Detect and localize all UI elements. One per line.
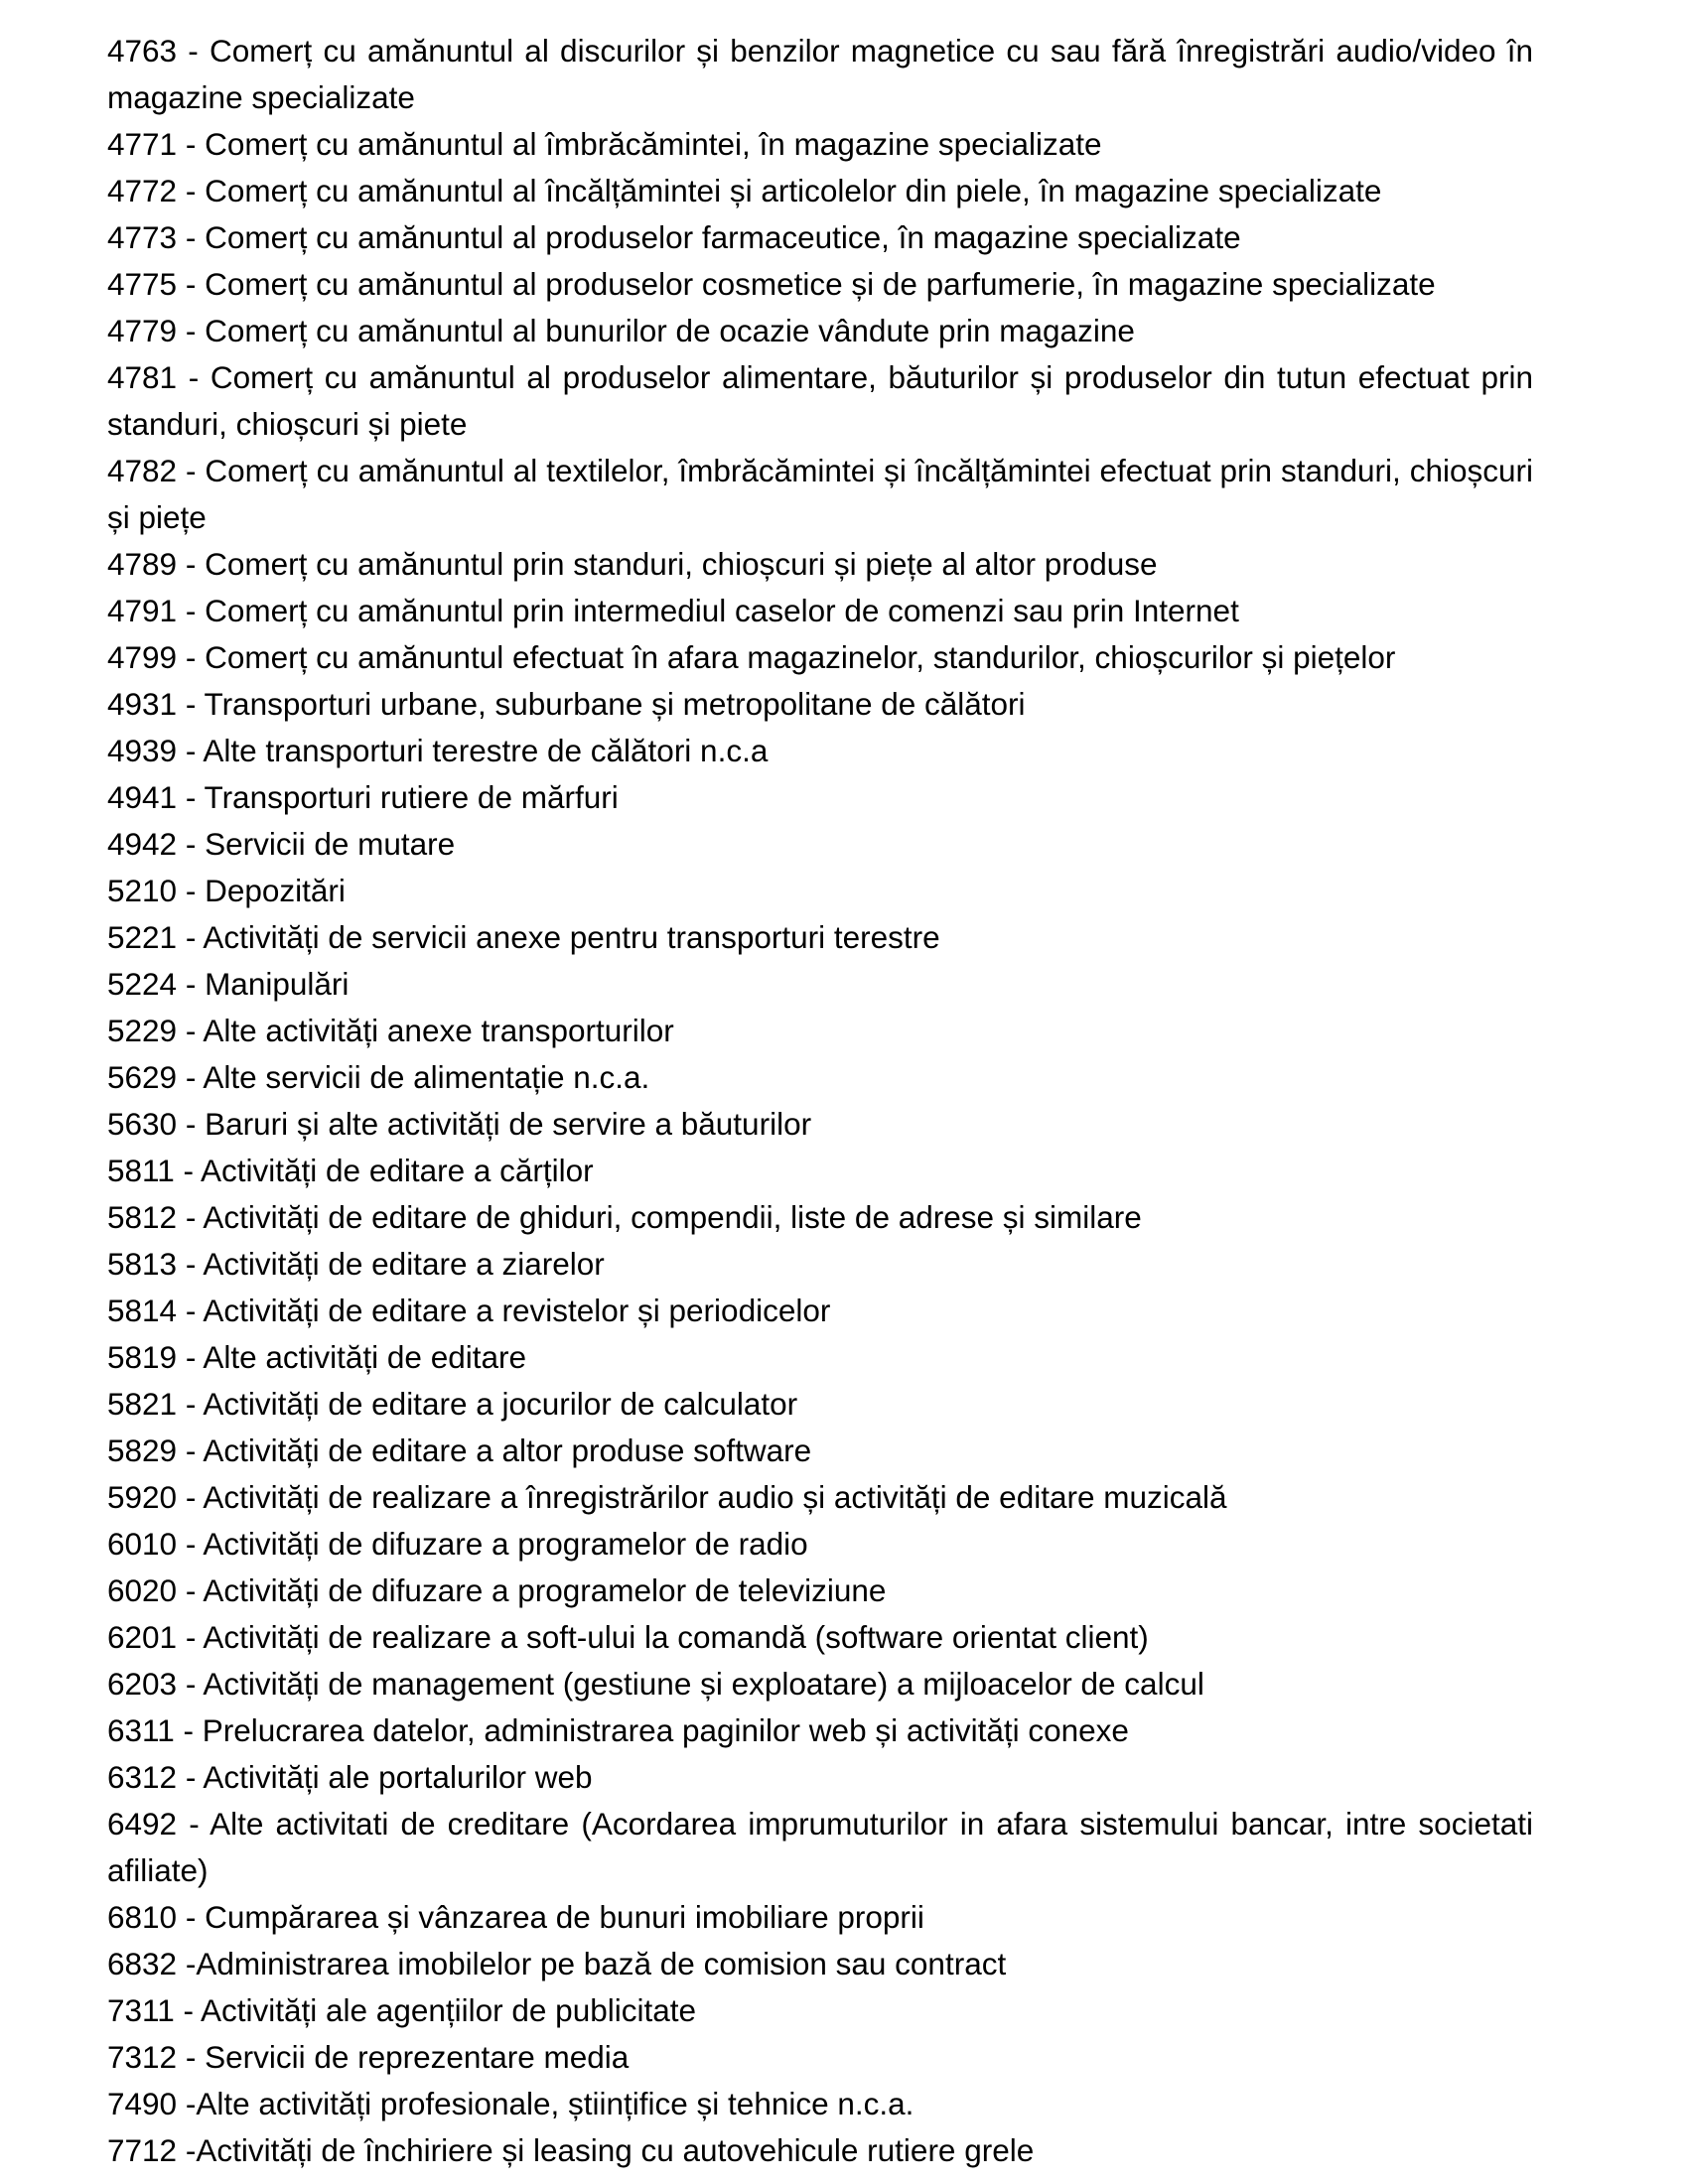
caen-code-list	[107, 28, 1533, 2174]
list-item: 4939 - Alte transporturi terestre de călători n.c.a	[107, 733, 769, 768]
list-item: 6020 - Activități de difuzare a programelor de televiziune	[107, 1572, 887, 1608]
list-item: 6492 - Alte activitati de creditare (Acordarea imprumuturilor in afara sistemului bancar, intre societati afiliate)	[107, 1806, 1533, 1888]
list-item: 5221 - Activități de servicii anexe pentru transporturi terestre	[107, 919, 940, 955]
list-item: 5224 - Manipulări	[107, 966, 350, 1002]
list-item: 5821 - Activități de editare a jocurilor de calculator	[107, 1386, 798, 1422]
list-item: 7312 - Servicii de reprezentare media	[107, 2039, 630, 2075]
list-item: 5630 - Baruri și alte activități de servire a băuturilor	[107, 1106, 812, 1142]
list-item: 4773 - Comerț cu amănuntul al produselor farmaceutice, în magazine specializate	[107, 219, 1241, 255]
list-item: 5819 - Alte activități de editare	[107, 1339, 527, 1375]
list-item: 6203 - Activități de management (gestiune și exploatare) a mijloacelor de calcul	[107, 1666, 1204, 1702]
list-item: 4942 - Servicii de mutare	[107, 826, 456, 862]
list-item: 4772 - Comerț cu amănuntul al încălțămintei și articolelor din piele, în magazine specializate	[107, 173, 1382, 208]
list-item: 5229 - Alte activități anexe transporturilor	[107, 1013, 674, 1048]
list-item: 4779 - Comerț cu amănuntul al bunurilor de ocazie vândute prin magazine	[107, 313, 1135, 348]
list-item: 5813 - Activități de editare a ziarelor	[107, 1246, 605, 1282]
list-item: 4775 - Comerț cu amănuntul al produselor cosmetice și de parfumerie, în magazine specializate	[107, 266, 1436, 302]
list-item: 4789 - Comerț cu amănuntul prin standuri, chioșcuri și piețe al altor produse	[107, 546, 1158, 582]
list-item: 6010 - Activități de difuzare a programelor de radio	[107, 1526, 808, 1562]
list-item: 6312 - Activități ale portalurilor web	[107, 1759, 593, 1795]
list-item: 5829 - Activități de editare a altor produse software	[107, 1433, 812, 1468]
list-item: 6311 - Prelucrarea datelor, administrarea paginilor web și activități conexe	[107, 1712, 1129, 1748]
list-item: 5811 - Activități de editare a cărților	[107, 1153, 594, 1188]
list-item: 7311 - Activități ale agențiilor de publicitate	[107, 1992, 697, 2028]
list-item: 5812 - Activități de editare de ghiduri, compendii, liste de adrese și similare	[107, 1199, 1142, 1235]
list-item: 5210 - Depozitări	[107, 873, 346, 908]
list-item: 5920 - Activități de realizare a înregistrărilor audio și activități de editare muzicală	[107, 1479, 1227, 1515]
list-item: 4771 - Comerț cu amănuntul al îmbrăcămintei, în magazine specializate	[107, 126, 1102, 162]
list-item: 7712 -Activități de închiriere și leasing cu autovehicule rutiere grele	[107, 2132, 1035, 2168]
list-item: 6201 - Activități de realizare a soft-ului la comandă (software orientat client)	[107, 1619, 1149, 1655]
list-item: 4931 - Transporturi urbane, suburbane și metropolitane de călători	[107, 686, 1026, 722]
list-item: 4941 - Transporturi rutiere de mărfuri	[107, 779, 619, 815]
list-item: 4763 - Comerț cu amănuntul al discurilor și benzilor magnetice cu sau fără înregistrări audio/video în magazine specializate	[107, 33, 1533, 115]
list-item: 4791 - Comerț cu amănuntul prin intermediul caselor de comenzi sau prin Internet	[107, 593, 1239, 628]
list-item: 5814 - Activități de editare a revistelor și periodicelor	[107, 1293, 831, 1328]
list-item: 6832 -Administrarea imobilelor pe bază de comision sau contract	[107, 1946, 1007, 1981]
list-item: 6810 - Cumpărarea și vânzarea de bunuri imobiliare proprii	[107, 1899, 924, 1935]
list-item: 7490 -Alte activități profesionale, științifice și tehnice n.c.a.	[107, 2086, 914, 2121]
list-item: 4782 - Comerț cu amănuntul al textilelor, îmbrăcămintei și încălțămintei efectuat prin standuri, chioșcuri și piețe	[107, 453, 1533, 535]
list-item: 4799 - Comerț cu amănuntul efectuat în afara magazinelor, standurilor, chioșcurilor și piețelor	[107, 639, 1396, 675]
list-item: 5629 - Alte servicii de alimentație n.c.a.	[107, 1059, 650, 1095]
list-item: 4781 - Comerț cu amănuntul al produselor alimentare, băuturilor și produselor din tutun efectuat prin standuri, chioșcuri și piete	[107, 359, 1533, 442]
